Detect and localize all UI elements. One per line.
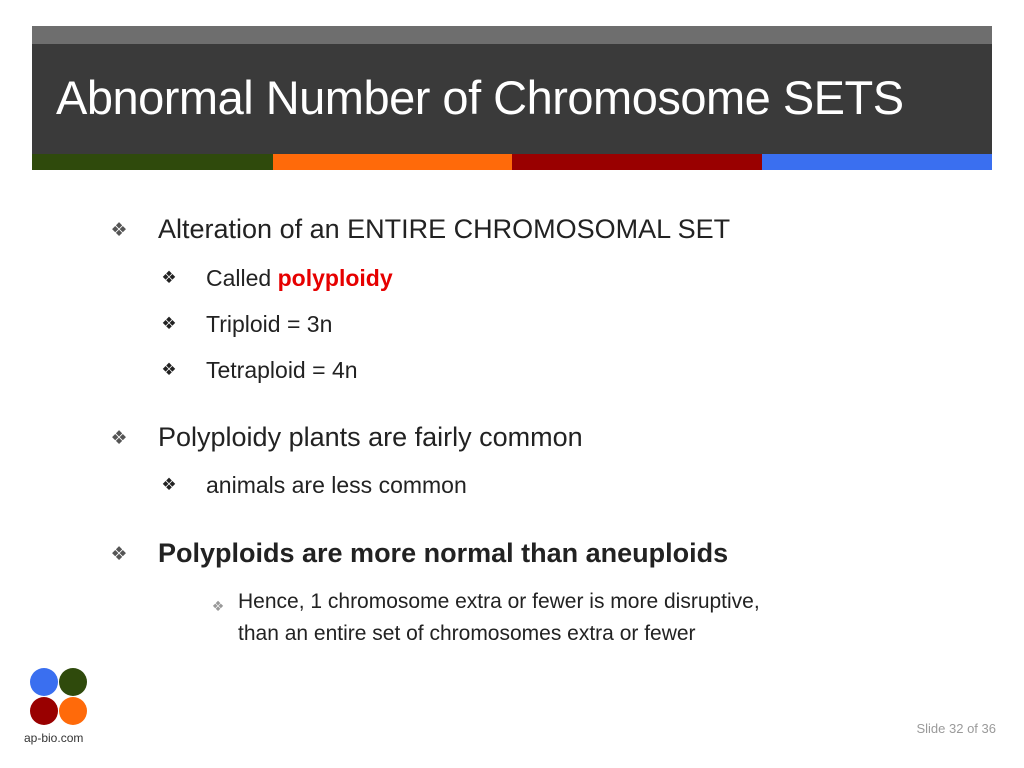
slide-title: Abnormal Number of Chromosome SETS: [56, 71, 904, 124]
logo-green-circle: [59, 668, 87, 696]
diamond-bullet-icon: ❖: [161, 268, 177, 287]
logo-text: ap-bio.com: [24, 731, 84, 745]
bullet-tetraploid: [158, 357, 358, 384]
bullet-text: [238, 586, 760, 650]
diamond-bullet-icon: ❖: [211, 598, 225, 614]
polyploidy-highlight: polyploidy: [277, 265, 393, 291]
bullet-text: Triploid = 3n: [206, 311, 333, 337]
diamond-bullet-icon: ❖: [110, 544, 128, 565]
bullet-polyploids-normal: [108, 538, 728, 569]
diamond-bullet-icon: ❖: [161, 360, 177, 379]
bullet-text: Polyploidy plants are fairly common: [158, 422, 583, 452]
bullet-text: Alteration of an ENTIRE CHROMOSOMAL SET: [158, 214, 731, 244]
bullet-text: Tetraploid = 4n: [206, 357, 358, 383]
bullet-text: animals are less common: [206, 472, 467, 498]
diamond-bullet-icon: ❖: [161, 314, 177, 333]
bullet-line-2: than an entire set of chromosomes extra or fewer: [238, 622, 696, 645]
bullet-text: Polyploids are more normal than aneuploids: [158, 538, 729, 568]
bullet-animals: [158, 472, 467, 499]
bullet-line-1: Hence, 1 chromosome extra or fewer is more disruptive,: [238, 590, 760, 613]
slide-number: Slide 32 of 36: [916, 721, 996, 736]
logo-red-circle: [30, 697, 58, 725]
bullet-prefix: Called: [206, 265, 278, 291]
bullet-called-polyploidy: [158, 265, 393, 292]
bullet-plants: [108, 422, 583, 453]
logo-blue-circle: [30, 668, 58, 696]
ap-bio-logo-icon: [30, 668, 88, 726]
bullet-triploid: [158, 311, 332, 338]
bullet-alteration: [108, 214, 730, 245]
diamond-bullet-icon: ❖: [110, 428, 128, 449]
bullet-hence: [210, 586, 760, 650]
diamond-bullet-icon: ❖: [110, 220, 128, 241]
diamond-bullet-icon: ❖: [161, 475, 177, 494]
logo-orange-circle: [59, 697, 87, 725]
bullet-text: [206, 265, 393, 292]
